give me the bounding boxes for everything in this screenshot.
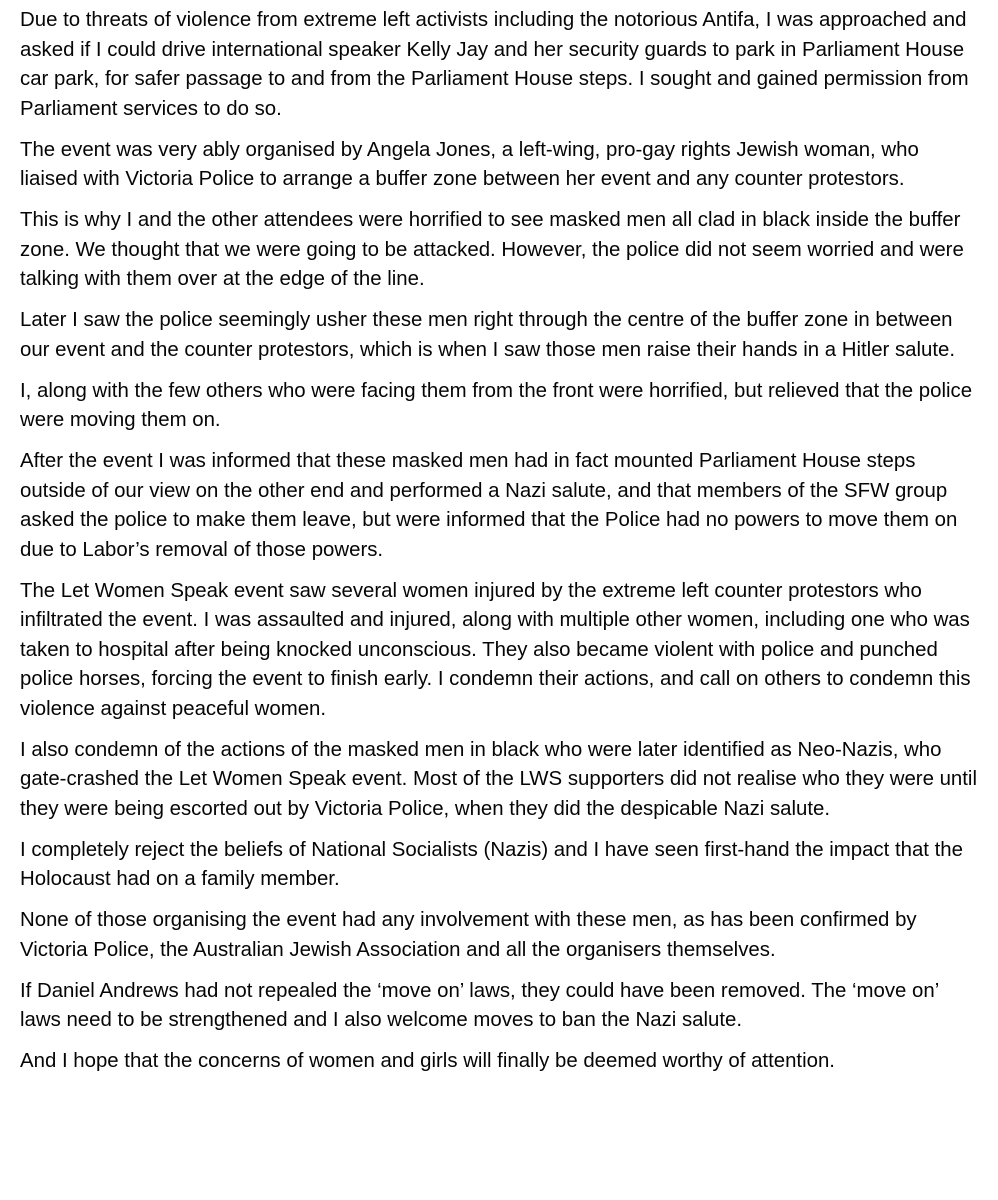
paragraph-6: After the event I was informed that these masked men had in fact mounted Parliament House steps outside of our view on the other end and performed a Nazi salute, and that members of the SFW group asked the police to make them leave, but were informed that the Police had no powers to move them on due to Labor’s removal of those powers. [20,450,958,561]
paragraph-1: Due to threats of violence from extreme left activists including the notorious Antifa, I was approached and asked if I could drive international speaker Kelly Jay and her security guards to park in Parliament House car park, for safer passage to and from the Parliament House steps. I sought and gained permission from Parliament services to do so. [20,9,969,120]
post-body [20,6,980,1088]
paragraph-12: And I hope that the concerns of women and girls will finally be deemed worthy of attention. [20,1050,835,1072]
paragraph-2: The event was very ably organised by Angela Jones, a left-wing, pro-gay rights Jewish woman, who liaised with Victoria Police to arrange a buffer zone between her event and any counter protestors. [20,138,919,190]
paragraph-11: If Daniel Andrews had not repealed the ‘move on’ laws, they could have been removed. The ‘move on’ laws need to be strengthened and I also welcome moves to ban the Nazi salute. [20,979,939,1031]
paragraph-10: None of those organising the event had any involvement with these men, as has been confirmed by Victoria Police, the Australian Jewish Association and all the organisers themselves. [20,909,917,961]
paragraph-7: The Let Women Speak event saw several women injured by the extreme left counter protestors who infiltrated the event. I was assaulted and injured, along with multiple other women, including one who was taken to hospital after being knocked unconscious. They also became violent with police and punched police horses, forcing the event to finish early. I condemn their actions, and call on others to condemn this violence against peaceful women. [20,579,971,720]
paragraph-9: I completely reject the beliefs of National Socialists (Nazis) and I have seen first-hand the impact that the Holocaust had on a family member. [20,838,963,890]
paragraph-8: I also condemn of the actions of the masked men in black who were later identified as Neo-Nazis, who gate-crashed the Let Women Speak event. Most of the LWS supporters did not realise who they were until they were being escorted out by Victoria Police, when they did the despicable Nazi salute. [20,738,977,820]
paragraph-3: This is why I and the other attendees were horrified to see masked men all clad in black inside the buffer zone. We thought that we were going to be attacked. However, the police did not seem worried and were talking with them over at the edge of the line. [20,209,964,290]
paragraph-5: I, along with the few others who were facing them from the front were horrified, but relieved that the police were moving them on. [20,379,973,431]
paragraph-4: Later I saw the police seemingly usher these men right through the centre of the buffer zone in between our event and the counter protestors, which is when I saw those men raise their hands in a Hitler salute. [20,309,956,361]
